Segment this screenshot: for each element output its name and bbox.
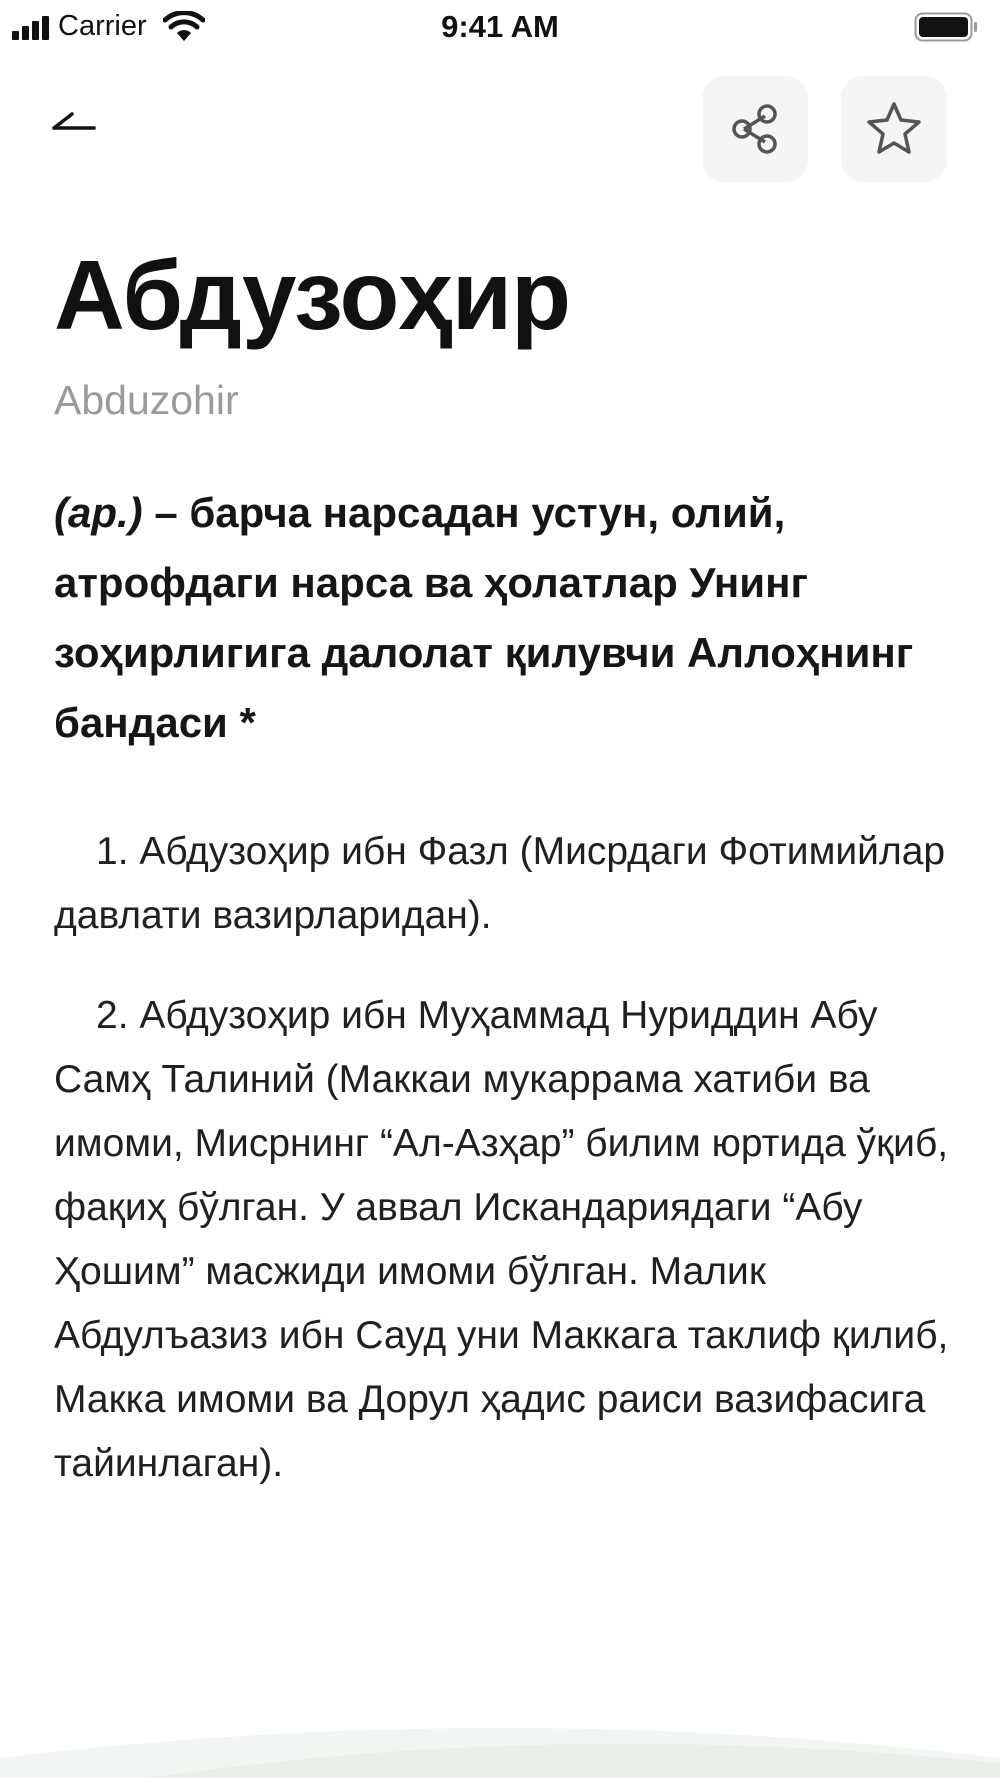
share-icon xyxy=(727,101,783,157)
carrier-label: Carrier xyxy=(58,10,147,42)
name-transliteration: Abduzohir xyxy=(54,377,239,423)
share-button[interactable] xyxy=(702,76,808,182)
favorite-button[interactable] xyxy=(841,76,947,182)
status-time: 9:41 AM xyxy=(441,9,559,44)
status-bar xyxy=(0,0,1000,56)
battery-icon xyxy=(914,12,978,42)
definition-origin: (ар.) xyxy=(54,489,143,536)
star-icon xyxy=(864,99,924,159)
name-title: Абдузоҳир xyxy=(54,240,570,350)
entry-item: 1. Абдузоҳир ибн Фазл (Мисрдаги Фотимийлар давлати вазирларидан). xyxy=(54,830,946,937)
name-definition xyxy=(54,478,954,758)
definition-text: – барча нарсадан устун, олий, атрофдаги нарса ва ҳолатлар Унинг зоҳирлигига далолат қилувчи Аллоҳнинг бандаси * xyxy=(54,489,914,746)
bottom-wave-decoration xyxy=(0,1708,1000,1778)
back-button[interactable] xyxy=(44,100,104,140)
entry-item: 2. Абдузоҳир ибн Муҳаммад Нуриддин Абу Самҳ Талиний (Маккаи мукаррама хатиби ва имоми, Мисрнинг “Ал-Азҳар” билим юртида ўқиб, фақиҳ бўлган. У аввал Искандариядаги “Абу Ҳошим” масжиди имоми бўлган. Малик Абдулъазиз ибн Сауд уни Маккага таклиф қилиб, Макка имоми ва Дорул ҳадис раиси вазифасига тайинлаган). xyxy=(54,994,949,1485)
entries-list xyxy=(54,820,959,1532)
back-arrow-icon xyxy=(44,100,104,140)
